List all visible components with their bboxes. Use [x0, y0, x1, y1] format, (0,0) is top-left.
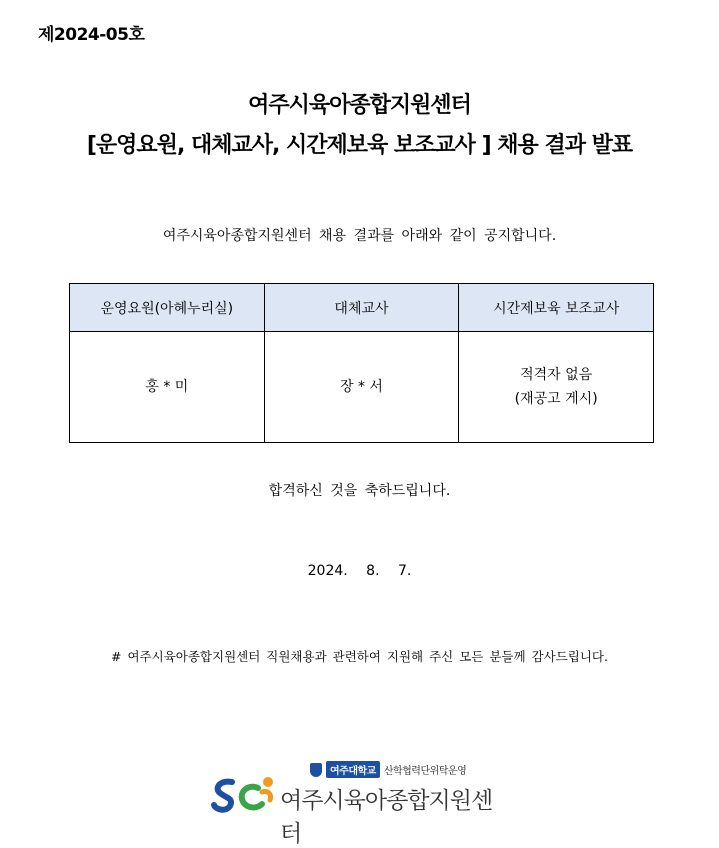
center-logo-icon [210, 774, 278, 814]
cell-operations-staff: 홍 * 미 [70, 332, 265, 443]
intro-text: 여주시육아종합지원센터 채용 결과를 아래와 같이 공지합니다. [162, 228, 557, 244]
university-badge [310, 761, 466, 778]
footer-center-name: 여주시육아종합지원센터 [280, 788, 493, 847]
footer-logo [210, 758, 510, 847]
title-announcement: [운영요원, 대체교사, 시간제보육 보조교사 ] 채용 결과 발표 [86, 133, 633, 158]
header-substitute-teacher: 대체교사 [264, 284, 459, 332]
table-row [70, 332, 654, 443]
announcement-date: 2024. 8. 7. [307, 563, 412, 579]
university-shield-icon [310, 763, 322, 777]
result-table [69, 283, 654, 443]
table-header-row [70, 284, 654, 332]
title-organization: 여주시육아종합지원센터 [248, 93, 471, 118]
document-number: 제2024-05호 [38, 25, 145, 45]
cell-substitute-teacher: 장 * 서 [264, 332, 459, 443]
operator-text: 산학협력단위탁운영 [383, 766, 467, 777]
congratulations-text: 합격하신 것을 축하드립니다. [268, 483, 451, 499]
header-assistant-teacher: 시간제보육 보조교사 [459, 284, 654, 332]
header-operations-staff: 운영요원(아혜누리실) [70, 284, 265, 332]
re-announcement-text: (재공고 게시) [514, 391, 598, 407]
thank-you-note: # 여주시육아종합지원센터 직원채용과 관련하여 지원해 주신 모든 분들께 감사드립니다. [111, 649, 608, 664]
no-eligible-text: 적격자 없음 [520, 367, 593, 383]
cell-assistant-teacher [459, 332, 654, 443]
university-name: 여주대학교 [326, 761, 380, 778]
